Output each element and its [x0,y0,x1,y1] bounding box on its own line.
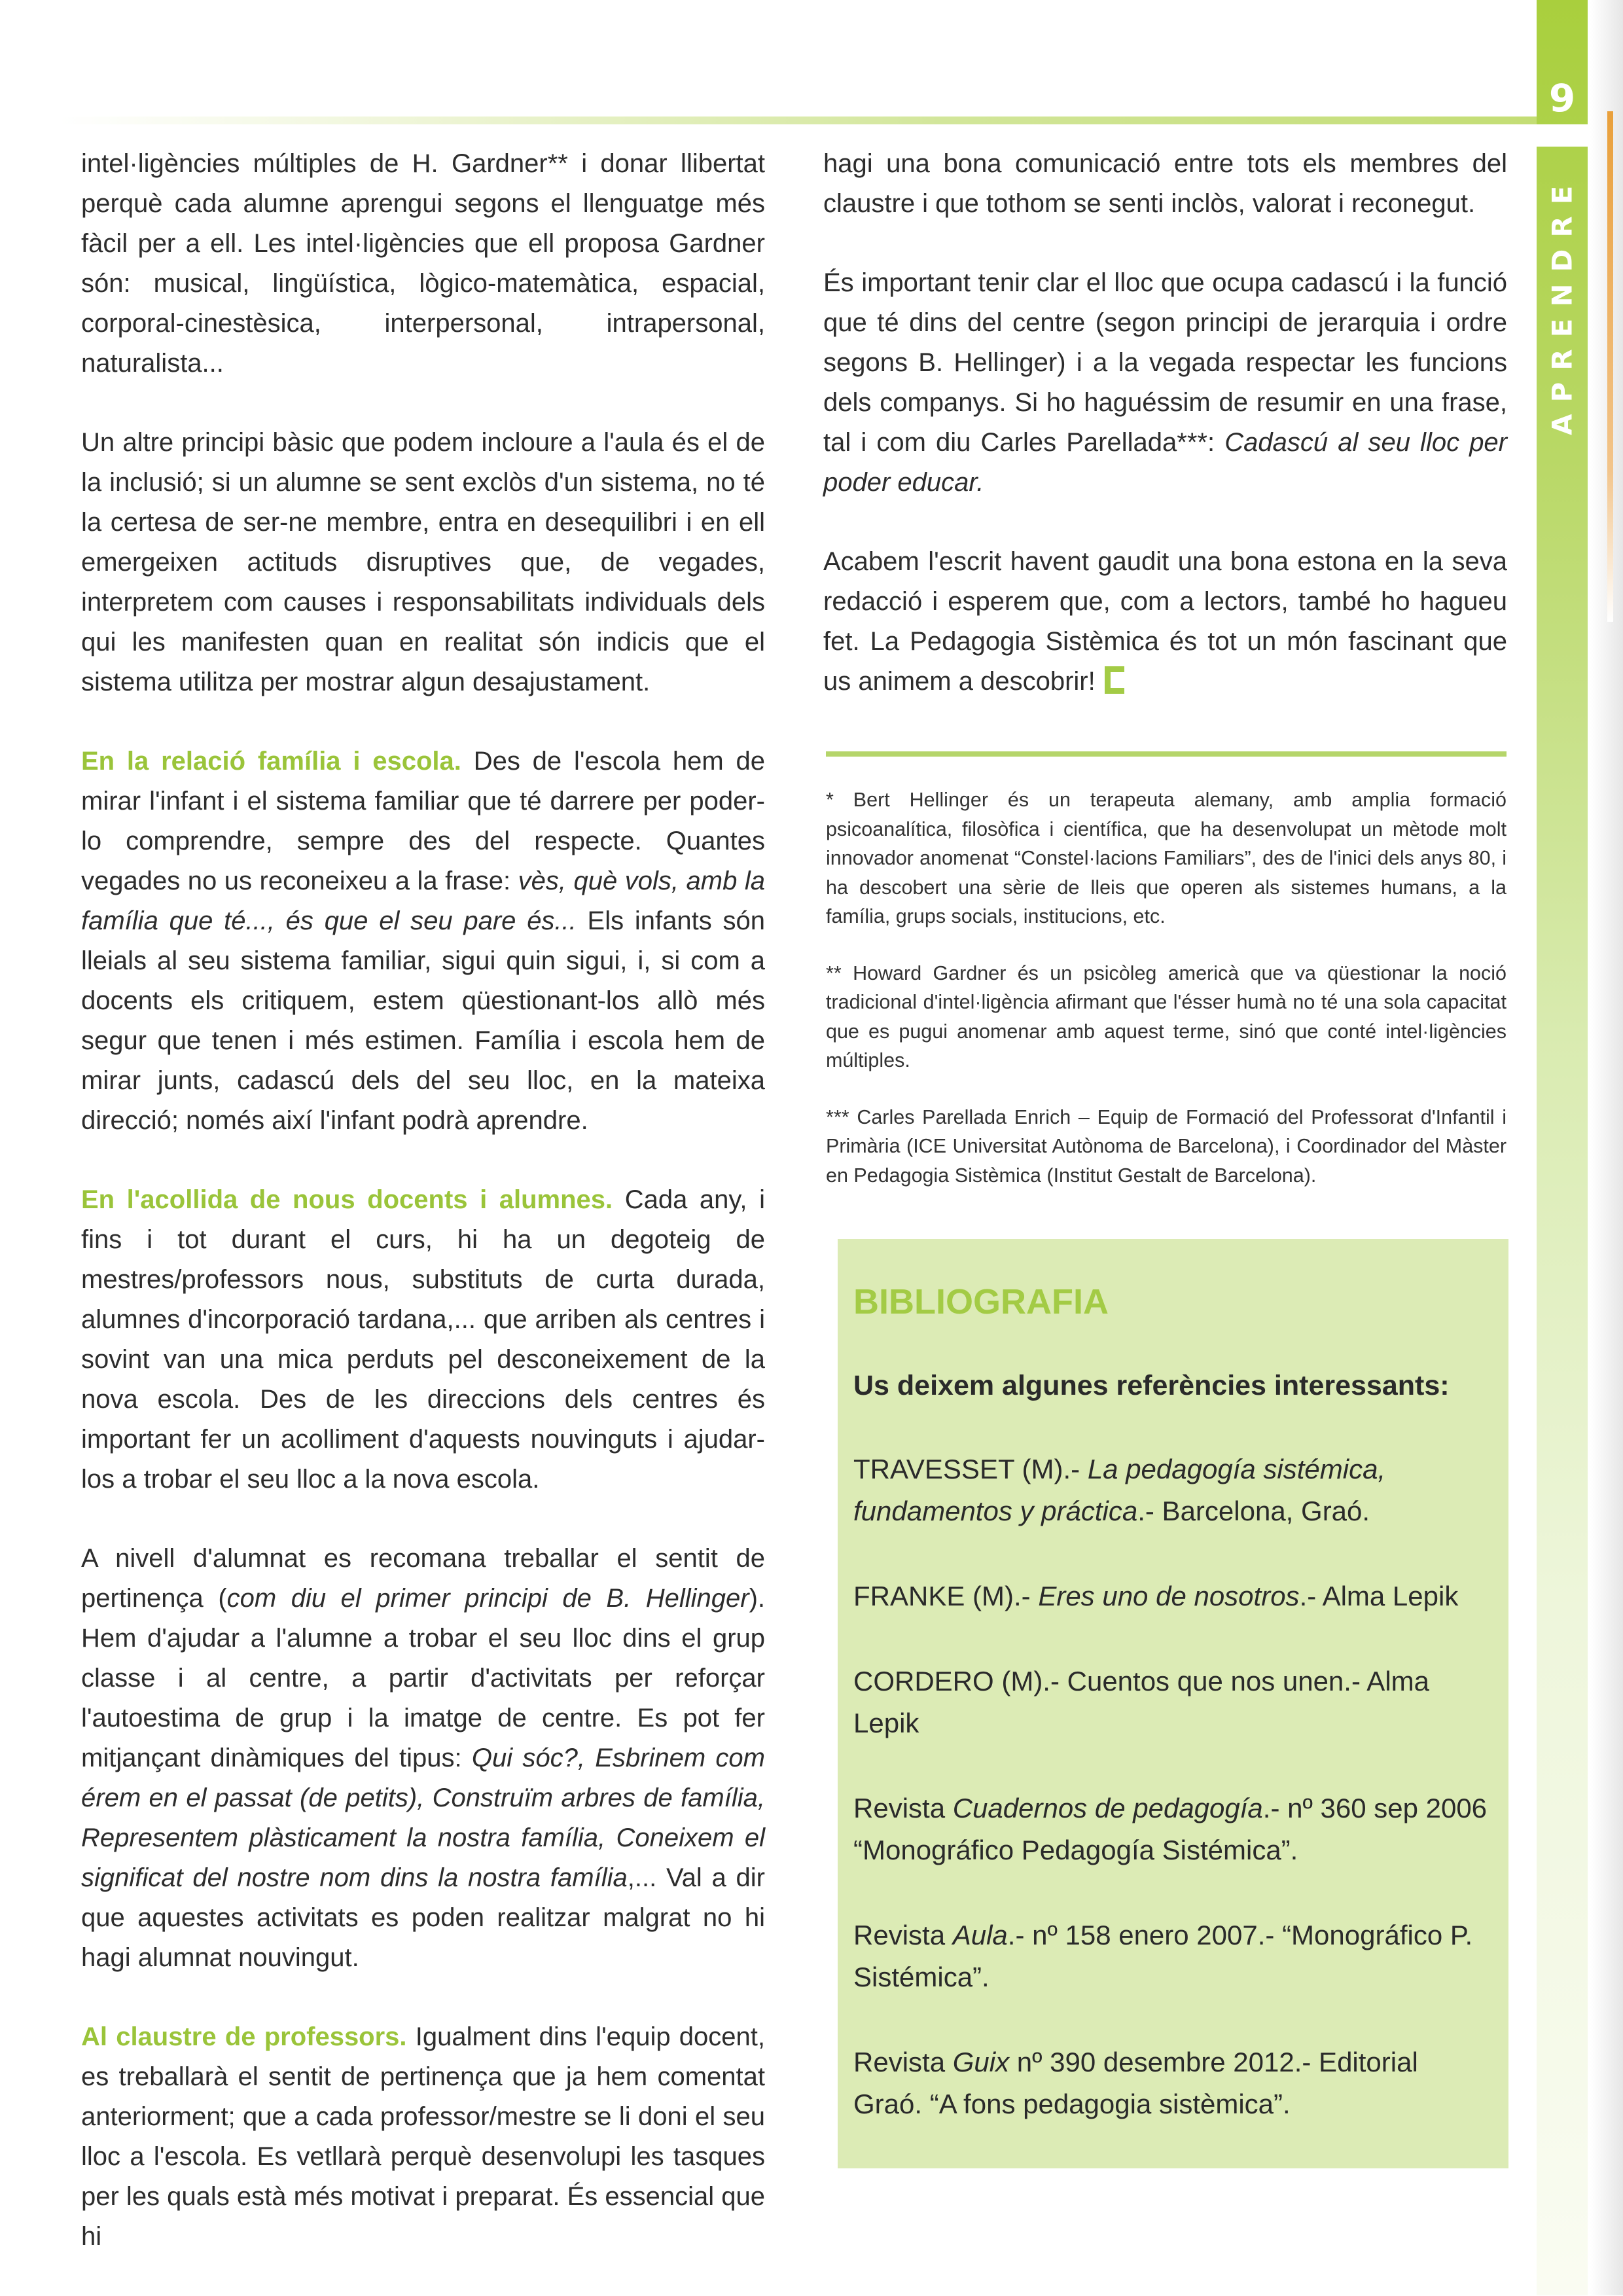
text-segment: A nivell d'alumnat es recomana treballar el sentit de pertinença ( [81,1544,765,1613]
section-label: APRENDRE [1546,173,1578,435]
paragraph-belonging [81,1539,765,1978]
bibliography-intro: Us deixem algunes referències interessants: [853,1370,1450,1401]
end-mark-icon [1105,666,1124,694]
text-segment: CORDERO (M).- Cuentos que nos unen.- Alma Lepik [853,1666,1429,1738]
italic-title: Eres uno de nosotros [1038,1581,1300,1611]
bibliography-item [853,1660,1491,1744]
bibliography-box [838,1239,1508,2168]
italic-title: Cuadernos de pedagogía [952,1793,1263,1823]
footnotes-divider [826,751,1507,757]
italic-segment: com diu el primer principi de B. Hellinger [226,1584,749,1613]
text-segment: .- Alma Lepik [1299,1581,1459,1611]
text-segment: És important tenir clar el lloc que ocupa cadascú i la funció que té dins del centre (segon principi de jerarquia i ordre segons B. Hellinger) i a la vegada respectar les funcions dels companys. Si ho haguéssim de resumir en una frase, tal i com diu Carles Parellada***: [823,268,1507,457]
paragraph-closing [823,542,1507,702]
bibliography-list [853,1448,1491,2168]
italic-title: La pedagogía sistémica, fundamentos y práctica [853,1454,1386,1526]
text-segment: ,... Val a dir que aquestes activitats es poden realitzar malgrat no hi hagi alumnat nouvingut. [81,1863,765,1972]
text-segment: Igualment dins l'equip docent, es treballarà el sentit de pertinença que ja hem comentat anteriorment; que a cada professor/mestre se li doni el seu lloc a l'escola. Es vetllarà perquè desenvolupi les tasques per les quals està més motivat i preparat. És essencial que hi [81,2022,765,2251]
text-segment: Cada any, i fins i tot durant el curs, hi ha un degoteig de mestres/professors nous, substituts de curta durada, alumnes d'incorporació tardana,... que arriben als centres i sovint van una mica perduts pel desconeixement de la nova escola. Des de les direccions dels centres és important fer un acolliment d'aquests nouvinguts i ajudar-los a trobar el seu lloc a la nova escola. [81,1185,765,1494]
heading-staff-room: Al claustre de professors. [81,2022,407,2051]
bibliography-item [853,1787,1491,1871]
text-segment: Revista [853,1920,953,1950]
bibliography-item [853,1448,1491,1532]
bibliography-title: BIBLIOGRAFIA [853,1282,1109,1321]
italic-title: Aula [952,1920,1008,1950]
footnotes [826,785,1507,1217]
footnote-gardner: ** Howard Gardner és un psicòleg americà que va qüestionar la noció tradicional d'intel·ligència afirmant que l'ésser humà no té una sola capacitat que es pugui anomenar amb aquest terme, sinó que conté intel·ligències múltiples. [826,961,1507,1071]
paragraph-family-school [81,742,765,1141]
page-edge-shadow [1590,0,1623,2295]
heading-family-school: En la relació família i escola. [81,747,461,776]
heading-new-staff: En l'acollida de nous docents i alumnes. [81,1185,613,1214]
paragraph-communication: hagi una bona comunicació entre tots els membres del claustre i que tothom se senti inclòs, valorat i reconegut. [823,149,1507,218]
footnote-parellada: *** Carles Parellada Enrich – Equip de Formació del Professorat d'Infantil i Primària (ICE Universitat Autònoma de Barcelona), i Coordinador del Màster en Pedagogia Sistèmica (Institut Gestalt de Barcelona). [826,1105,1507,1187]
text-segment: .- nº 158 enero 2007.- “Monográfico P. Sistémica”. [853,1920,1473,1992]
text-segment: .- nº 360 sep 2006 “Monográfico Pedagogía Sistémica”. [853,1793,1488,1865]
text-segment: Acabem l'escrit havent gaudit una bona estona en la seva redacció i esperem que, com a lectors, també ho hagueu fet. La Pedagogia Sistèmica és tot un món fascinant que us animem a descobrir! [823,547,1507,696]
top-rule [59,117,1538,124]
text-segment: Revista [853,1793,953,1823]
text-segment: .- Barcelona, Graó. [1137,1496,1370,1526]
italic-quote: Cadascú al seu lloc per poder educar. [823,428,1508,497]
bibliography-item [853,1914,1491,1998]
text-segment: nº 390 desembre 2012.- Editorial Graó. “A fons pedagogia sistèmica”. [853,2047,1418,2119]
paragraph-inclusion: Un altre principi bàsic que podem incloure a l'aula és el de la inclusió; si un alumne se sent exclòs d'un sistema, no té la certesa de ser-ne membre, entra en desequilibri i en ell emergeixen actituds disruptives que, de vegades, interpretem com causes i responsabilitats individuals dels qui les manifesten quan en realitat són indicis que el sistema utilitza per mostrar algun desajustament. [81,428,765,696]
text-segment: TRAVESSET (M).- [853,1454,1088,1484]
page-edge-orange [1607,111,1613,622]
paragraph-staff-room [81,2017,765,2257]
paragraph-gardner: intel·ligències múltiples de H. Gardner** i donar llibertat perquè cada alumne aprengui segons el llenguatge més fàcil per a ell. Les intel·ligències que ell proposa Gardner són: musical, lingüística, lògico-matemàtica, espacial, corporal-cinestèsica, interpersonal, intrapersonal, naturalista... [81,149,765,378]
italic-title: Guix [952,2047,1010,2077]
bibliography-item [853,1575,1491,1617]
italic-quote: vès, què vols, amb la família que té..., és que el seu pare és... [81,867,765,935]
text-segment: FRANKE (M).- [853,1581,1039,1611]
text-segment: Revista [853,2047,953,2077]
right-column [823,144,1507,741]
side-tab-gap [1537,124,1588,147]
text-segment: ). Hem d'ajudar a l'alumne a trobar el seu lloc dins el grup classe i al centre, a partir d'activitats per reforçar l'autoestima de grup i la imatge de centre. Es pot fer mitjançant dinàmiques del tipus: [81,1584,765,1772]
left-column [81,144,765,2296]
page-number: 9 [1548,76,1576,120]
paragraph-hierarchy [823,263,1507,503]
bibliography-item [853,2041,1491,2125]
italic-activities: Qui sóc?, Esbrinem com érem en el passat (de petits), Construïm arbres de família, Representem plàsticament la nostra família, Coneixem el significat del nostre nom dins la nostra família [81,1744,765,1892]
text-segment: Des de l'escola hem de mirar l'infant i el sistema familiar que té darrere per poder-lo comprendre, sempre des del respecte. Quantes vegades no us reconeixeu a la frase: [81,747,765,895]
footnote-hellinger: * Bert Hellinger és un terapeuta alemany, amb amplia formació psicoanalítica, filosòfica i científica, que ha desenvolupat un mètode molt innovador anomenat “Constel·lacions Familiars”, des de l'inici dels anys 80, i ha descobert una sèrie de lleis que operen als sistemes humans, a la família, grups socials, institucions, etc. [826,789,1507,927]
paragraph-new-staff [81,1180,765,1499]
text-segment: Els infants són lleials al seu sistema familiar, sigui quin sigui, i, si com a docents els critiquem, estem qüestionant-los allò més segur que tenen i més estimen. Família i escola hem de mirar junts, cadascú dels del seu lloc, en la mateixa direcció; només així l'infant podrà aprendre. [81,906,765,1135]
